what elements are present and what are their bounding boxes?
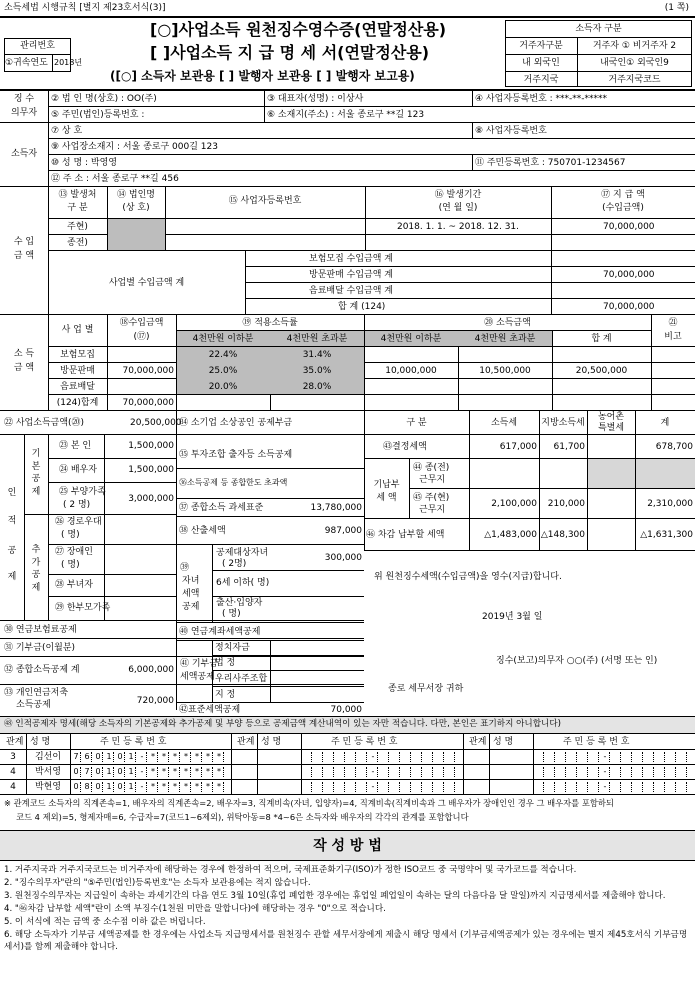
dep-rrn-digit: [325, 767, 334, 777]
dep-rrn-digit: [557, 752, 566, 762]
dep-rrn-digit: [391, 752, 400, 762]
dep-rrn-digit: 1: [105, 782, 114, 792]
dep-rrn-digit: -: [601, 782, 610, 792]
dep-rrn-digit: [623, 767, 632, 777]
rate-row-total: 20,500,000: [575, 366, 628, 376]
dep-rrn-digit: [678, 752, 687, 762]
dep-rrn-digit: [579, 782, 588, 792]
dep-rrn-digit: [656, 752, 665, 762]
rate-row-amount: 70,000,000: [122, 398, 174, 408]
relation-code-note-1: ※ 관계코드 소득자의 직계존속=1, 배우자의 직계존속=2, 배우자=3, 직계비속(자녀, 입양자)=4, 직계비속(직계비속과 그 배우자가 장애인인 경우 그 배우자를 포함하되: [4, 798, 614, 808]
dep-rrn-digit: [623, 782, 632, 792]
income-amount: 70,000,000: [603, 222, 655, 232]
earner-rrn: ⑪ 주민등록번호 : 750701-1234567: [475, 158, 626, 168]
dep-rrn-digit: *: [193, 782, 202, 792]
dep-rrn-digit: [424, 782, 433, 792]
dep-name: 박서영: [34, 767, 62, 777]
rate-row-name: 보험모집: [60, 350, 95, 360]
dep-rrn-digit: [645, 767, 654, 777]
receipt-date: 2019년 3월 일: [482, 612, 543, 622]
dep-relation: 4: [10, 767, 16, 777]
rate-row-rate-high: 28.0%: [302, 382, 332, 392]
dep-head-rrn: 주 민 등 록 번 호: [563, 737, 630, 747]
receipt-statement: 위 원천징수세액(수입금액)을 영수(지급)합니다.: [374, 572, 562, 582]
dep-rrn-digit: -: [369, 767, 378, 777]
receipt-addressee: 종로 세무서장 귀하: [388, 684, 464, 694]
payer-address: ⑥ 소재지(주소) : 서울 종로구 **길 123: [267, 110, 425, 120]
dep-rrn-digit: -: [601, 767, 610, 777]
earner-business-no: ⑧ 사업자등록번호: [475, 126, 547, 136]
dep-rrn-digit: [590, 782, 599, 792]
rate-row-name: 방문판매: [60, 366, 95, 376]
dep-rrn-digit: [612, 767, 621, 777]
dep-rrn-digit: *: [160, 767, 169, 777]
dep-rrn-digit: *: [215, 767, 224, 777]
dep-rrn-digit: *: [171, 752, 180, 762]
dep-rrn-digit: 7: [83, 767, 92, 777]
dep-rrn-digit: *: [149, 752, 158, 762]
method-item: 3. 원천징수의무자는 지급일이 속하는 과세기간의 다음 연도 3월 10일(휴업 폐업한 경우에는 휴업일 폐업일이 속하는 달의 다음다음 달 말일)까지 지급명세서를 제출해야 합니다.: [4, 891, 666, 902]
dep-rrn-digit: [535, 752, 544, 762]
dep-rrn-digit: [314, 767, 323, 777]
rate-row-rate-high: 31.4%: [302, 350, 332, 360]
dep-rrn-digit: [413, 782, 422, 792]
rate-row-income-low: 10,000,000: [385, 366, 437, 376]
dep-rrn-digit: [336, 752, 345, 762]
dep-rrn-digit: *: [149, 767, 158, 777]
dep-rrn-digit: *: [182, 767, 191, 777]
dep-rrn-digit: 0: [94, 782, 103, 792]
dep-rrn-digit: [656, 767, 665, 777]
dep-rrn-digit: [435, 767, 444, 777]
method-item: 1. 거주지국과 거주지국코드는 비거주자에 해당하는 경우에 한정하여 적으며, 국제표준화기구(ISO)가 정한 ISO코드 중 국명약어 및 국가코드를 적습니다.: [4, 865, 577, 875]
dep-rrn-digit: [402, 782, 411, 792]
dep-rrn-digit: [579, 752, 588, 762]
method-item: 4. "㊻차감 납부할 세액"란이 소액 부징수(1천원 미만을 말합니다)에 해당하는 경우 "0"으로 적습니다.: [4, 904, 386, 915]
dep-rrn-digit: [435, 752, 444, 762]
dep-rrn-digit: 0: [72, 767, 81, 777]
dep-rrn-digit: 1: [105, 767, 114, 777]
dep-head-relation: 관계: [6, 737, 24, 747]
dep-rrn-digit: [303, 752, 312, 762]
dep-rrn-digit: *: [204, 782, 213, 792]
dep-rrn-digit: [303, 767, 312, 777]
earner-workplace: ⑨ 사업장소재지 : 서울 종로구 000길 123: [51, 142, 218, 152]
dep-head-name: 성 명: [493, 737, 514, 747]
method-item: 6. 해당 소득자가 기부금 세액공제를 한 경우에는 사업소득 지급명세서를 원천징수 관할 세무서장에게 제출시 해당 명세서 (기부금세액공제가 있는 경우에는 별지 제45호서식 기부금명세서)를 함께 제출해야 합니다.: [4, 930, 688, 953]
dep-name: 김선이: [34, 752, 62, 762]
rate-row-rate-low: 22.4%: [208, 350, 238, 360]
dep-rrn-digit: [667, 782, 676, 792]
dep-rrn-digit: [568, 767, 577, 777]
dep-rrn-digit: [446, 782, 455, 792]
dep-rrn-digit: [358, 782, 367, 792]
dep-rrn-digit: 6: [83, 752, 92, 762]
dep-rrn-digit: [590, 752, 599, 762]
dep-rrn-digit: [446, 767, 455, 777]
dep-rrn-digit: [678, 782, 687, 792]
dep-rrn-digit: -: [138, 767, 147, 777]
dep-rrn-digit: [424, 752, 433, 762]
dep-rrn-digit: [314, 752, 323, 762]
dep-rrn-digit: [336, 782, 345, 792]
deps-title: ㊽ 인적공제자 명세(해당 소득자의 기본공제와 추가공제 및 부양 등으로 공제금액 계산내역이 있는 자만 적습니다. 다만, 본인은 표기하지 아니합니다): [4, 719, 561, 729]
dep-name: 박현영: [34, 782, 62, 792]
dep-rrn-digit: [402, 767, 411, 777]
dep-rrn-digit: *: [193, 752, 202, 762]
form-reference: 소득세법 시행규칙 [별지 제23호서식(3)]: [4, 3, 166, 13]
payer-representative: ③ 대표자(성명) : 이상사: [267, 94, 364, 104]
year-value: 2018년: [54, 58, 83, 67]
dep-rrn-digit: [303, 782, 312, 792]
title-statement: [ ]사업소득 지 급 명 세 서(연말정산용): [150, 43, 430, 62]
dep-rrn-digit: 8: [83, 782, 92, 792]
dep-rrn-digit: [568, 782, 577, 792]
dep-rrn-digit: [678, 767, 687, 777]
dep-rrn-digit: *: [182, 782, 191, 792]
dep-rrn-digit: -: [369, 782, 378, 792]
rate-row-rate-high: 35.0%: [302, 366, 332, 376]
dep-rrn-digit: -: [369, 752, 378, 762]
dep-rrn-digit: [424, 767, 433, 777]
earner-address: ⑫ 주 소 : 서울 종로구 **길 456: [51, 174, 179, 184]
dep-rrn-digit: [380, 782, 389, 792]
rate-row-rate-low: 20.0%: [208, 382, 238, 392]
mgmt-label: 관리번호: [20, 41, 55, 51]
payer-business-no: ④ 사업자등록번호 : ***-**-*****: [475, 94, 608, 104]
dep-rrn-digit: [413, 752, 422, 762]
dep-head-rrn: 주 민 등 록 번 호: [100, 737, 167, 747]
receipt-payer: 징수(보고)의무자 ○○(주) (서명 또는 인): [496, 656, 658, 666]
title-receipt: [○]사업소득 원천징수영수증(연말정산용): [150, 20, 447, 39]
dep-rrn-digit: [347, 767, 356, 777]
payer-company: ② 법 인 명(상호) : OO(주): [51, 94, 157, 104]
dep-rrn-digit: *: [204, 767, 213, 777]
dep-rrn-digit: 1: [127, 767, 136, 777]
dep-rrn-digit: [579, 767, 588, 777]
dep-head-name: 성 명: [30, 737, 51, 747]
dep-rrn-digit: [347, 752, 356, 762]
dep-rrn-digit: [535, 782, 544, 792]
dep-rrn-digit: [325, 782, 334, 792]
relation-code-note-2: 코드 4 제외)=5, 형제자매=6, 수급자=7(코드1~6제외), 위탁아동=8 *4~6은 소득자와 배우자의 각각의 관계를 포함합니다: [16, 812, 469, 822]
dep-rrn-digit: *: [160, 752, 169, 762]
dep-relation: 3: [10, 752, 16, 762]
rate-row-income-high: 10,500,000: [479, 366, 531, 376]
earner-trade-name: ⑦ 상 호: [51, 126, 83, 136]
dep-rrn-digit: [358, 752, 367, 762]
dep-rrn-digit: [446, 752, 455, 762]
dep-rrn-digit: [435, 782, 444, 792]
rate-row-rate-low: 25.0%: [208, 366, 238, 376]
dep-head-relation: 관계: [469, 737, 487, 747]
dep-rrn-digit: [645, 752, 654, 762]
dep-rrn-digit: [623, 752, 632, 762]
dep-rrn-digit: [314, 782, 323, 792]
dep-rrn-digit: 0: [116, 782, 125, 792]
dep-rrn-digit: [358, 767, 367, 777]
method-title: 작 성 방 법: [313, 838, 382, 854]
dep-rrn-digit: 1: [105, 752, 114, 762]
dep-rrn-digit: [634, 767, 643, 777]
dep-rrn-digit: 1: [127, 752, 136, 762]
dep-rrn-digit: [612, 782, 621, 792]
dep-rrn-digit: *: [182, 752, 191, 762]
dep-rrn-digit: [347, 782, 356, 792]
dep-rrn-digit: 0: [116, 752, 125, 762]
dep-rrn-digit: [535, 767, 544, 777]
page-indicator: (1 쪽): [664, 3, 689, 13]
dep-rrn-digit: 7: [72, 752, 81, 762]
dep-rrn-digit: [336, 767, 345, 777]
dep-rrn-digit: [413, 767, 422, 777]
dep-rrn-digit: -: [138, 782, 147, 792]
dep-rrn-digit: [402, 752, 411, 762]
dep-rrn-digit: [546, 782, 555, 792]
dep-rrn-digit: *: [149, 782, 158, 792]
year-label: ①귀속연도: [5, 58, 48, 68]
dep-rrn-digit: 0: [94, 767, 103, 777]
method-item: 5. 이 서식에 적는 금액 중 소수점 이하 값은 버립니다.: [4, 917, 206, 928]
dep-rrn-digit: 0: [116, 767, 125, 777]
dep-rrn-digit: *: [215, 782, 224, 792]
dep-rrn-digit: [391, 782, 400, 792]
income-period: 2018. 1. 1. ~ 2018. 12. 31.: [396, 222, 520, 232]
dep-rrn-digit: [667, 767, 676, 777]
title-copy-type: ([○] 소득자 보관용 [ ] 발행자 보관용 [ ] 발행자 보고용): [110, 69, 415, 83]
rate-row-name: (124)합계: [56, 398, 99, 408]
dep-rrn-digit: *: [160, 782, 169, 792]
dep-head-name: 성 명: [261, 737, 282, 747]
dep-rrn-digit: [546, 767, 555, 777]
dep-head-relation: 관계: [237, 737, 255, 747]
payer-reg-no: ⑤ 주민(법인)등록번호 :: [51, 110, 145, 120]
dep-rrn-digit: [546, 752, 555, 762]
dep-rrn-digit: [557, 782, 566, 792]
dep-rrn-digit: *: [193, 767, 202, 777]
dep-rrn-digit: [568, 752, 577, 762]
dep-rrn-digit: *: [215, 752, 224, 762]
dep-rrn-digit: [380, 767, 389, 777]
dep-rrn-digit: [612, 752, 621, 762]
dep-rrn-digit: *: [171, 767, 180, 777]
dep-head-rrn: 주 민 등 록 번 호: [331, 737, 398, 747]
dep-rrn-digit: 0: [72, 782, 81, 792]
dep-rrn-digit: 0: [94, 752, 103, 762]
rate-row-amount: 70,000,000: [122, 366, 174, 376]
dep-rrn-digit: [325, 752, 334, 762]
method-item: 2. "징수의무자"란의 "⑤주민(법인)등록번호"는 소득자 보관용에는 적지 않습니다.: [4, 878, 311, 889]
dep-rrn-digit: -: [138, 752, 147, 762]
dep-rrn-digit: [590, 767, 599, 777]
dep-rrn-digit: 1: [127, 782, 136, 792]
earner-name: ⑩ 성 명 : 박영영: [51, 158, 118, 168]
dep-rrn-digit: -: [601, 752, 610, 762]
dep-relation: 4: [10, 782, 16, 792]
dep-rrn-digit: [634, 782, 643, 792]
rate-row-name: 음료배달: [60, 382, 95, 392]
dep-rrn-digit: *: [171, 782, 180, 792]
dep-rrn-digit: [557, 767, 566, 777]
dep-rrn-digit: *: [204, 752, 213, 762]
dep-rrn-digit: [380, 752, 389, 762]
dep-rrn-digit: [656, 782, 665, 792]
dep-rrn-digit: [391, 767, 400, 777]
dep-rrn-digit: [645, 782, 654, 792]
dep-rrn-digit: [667, 752, 676, 762]
dep-rrn-digit: [634, 752, 643, 762]
